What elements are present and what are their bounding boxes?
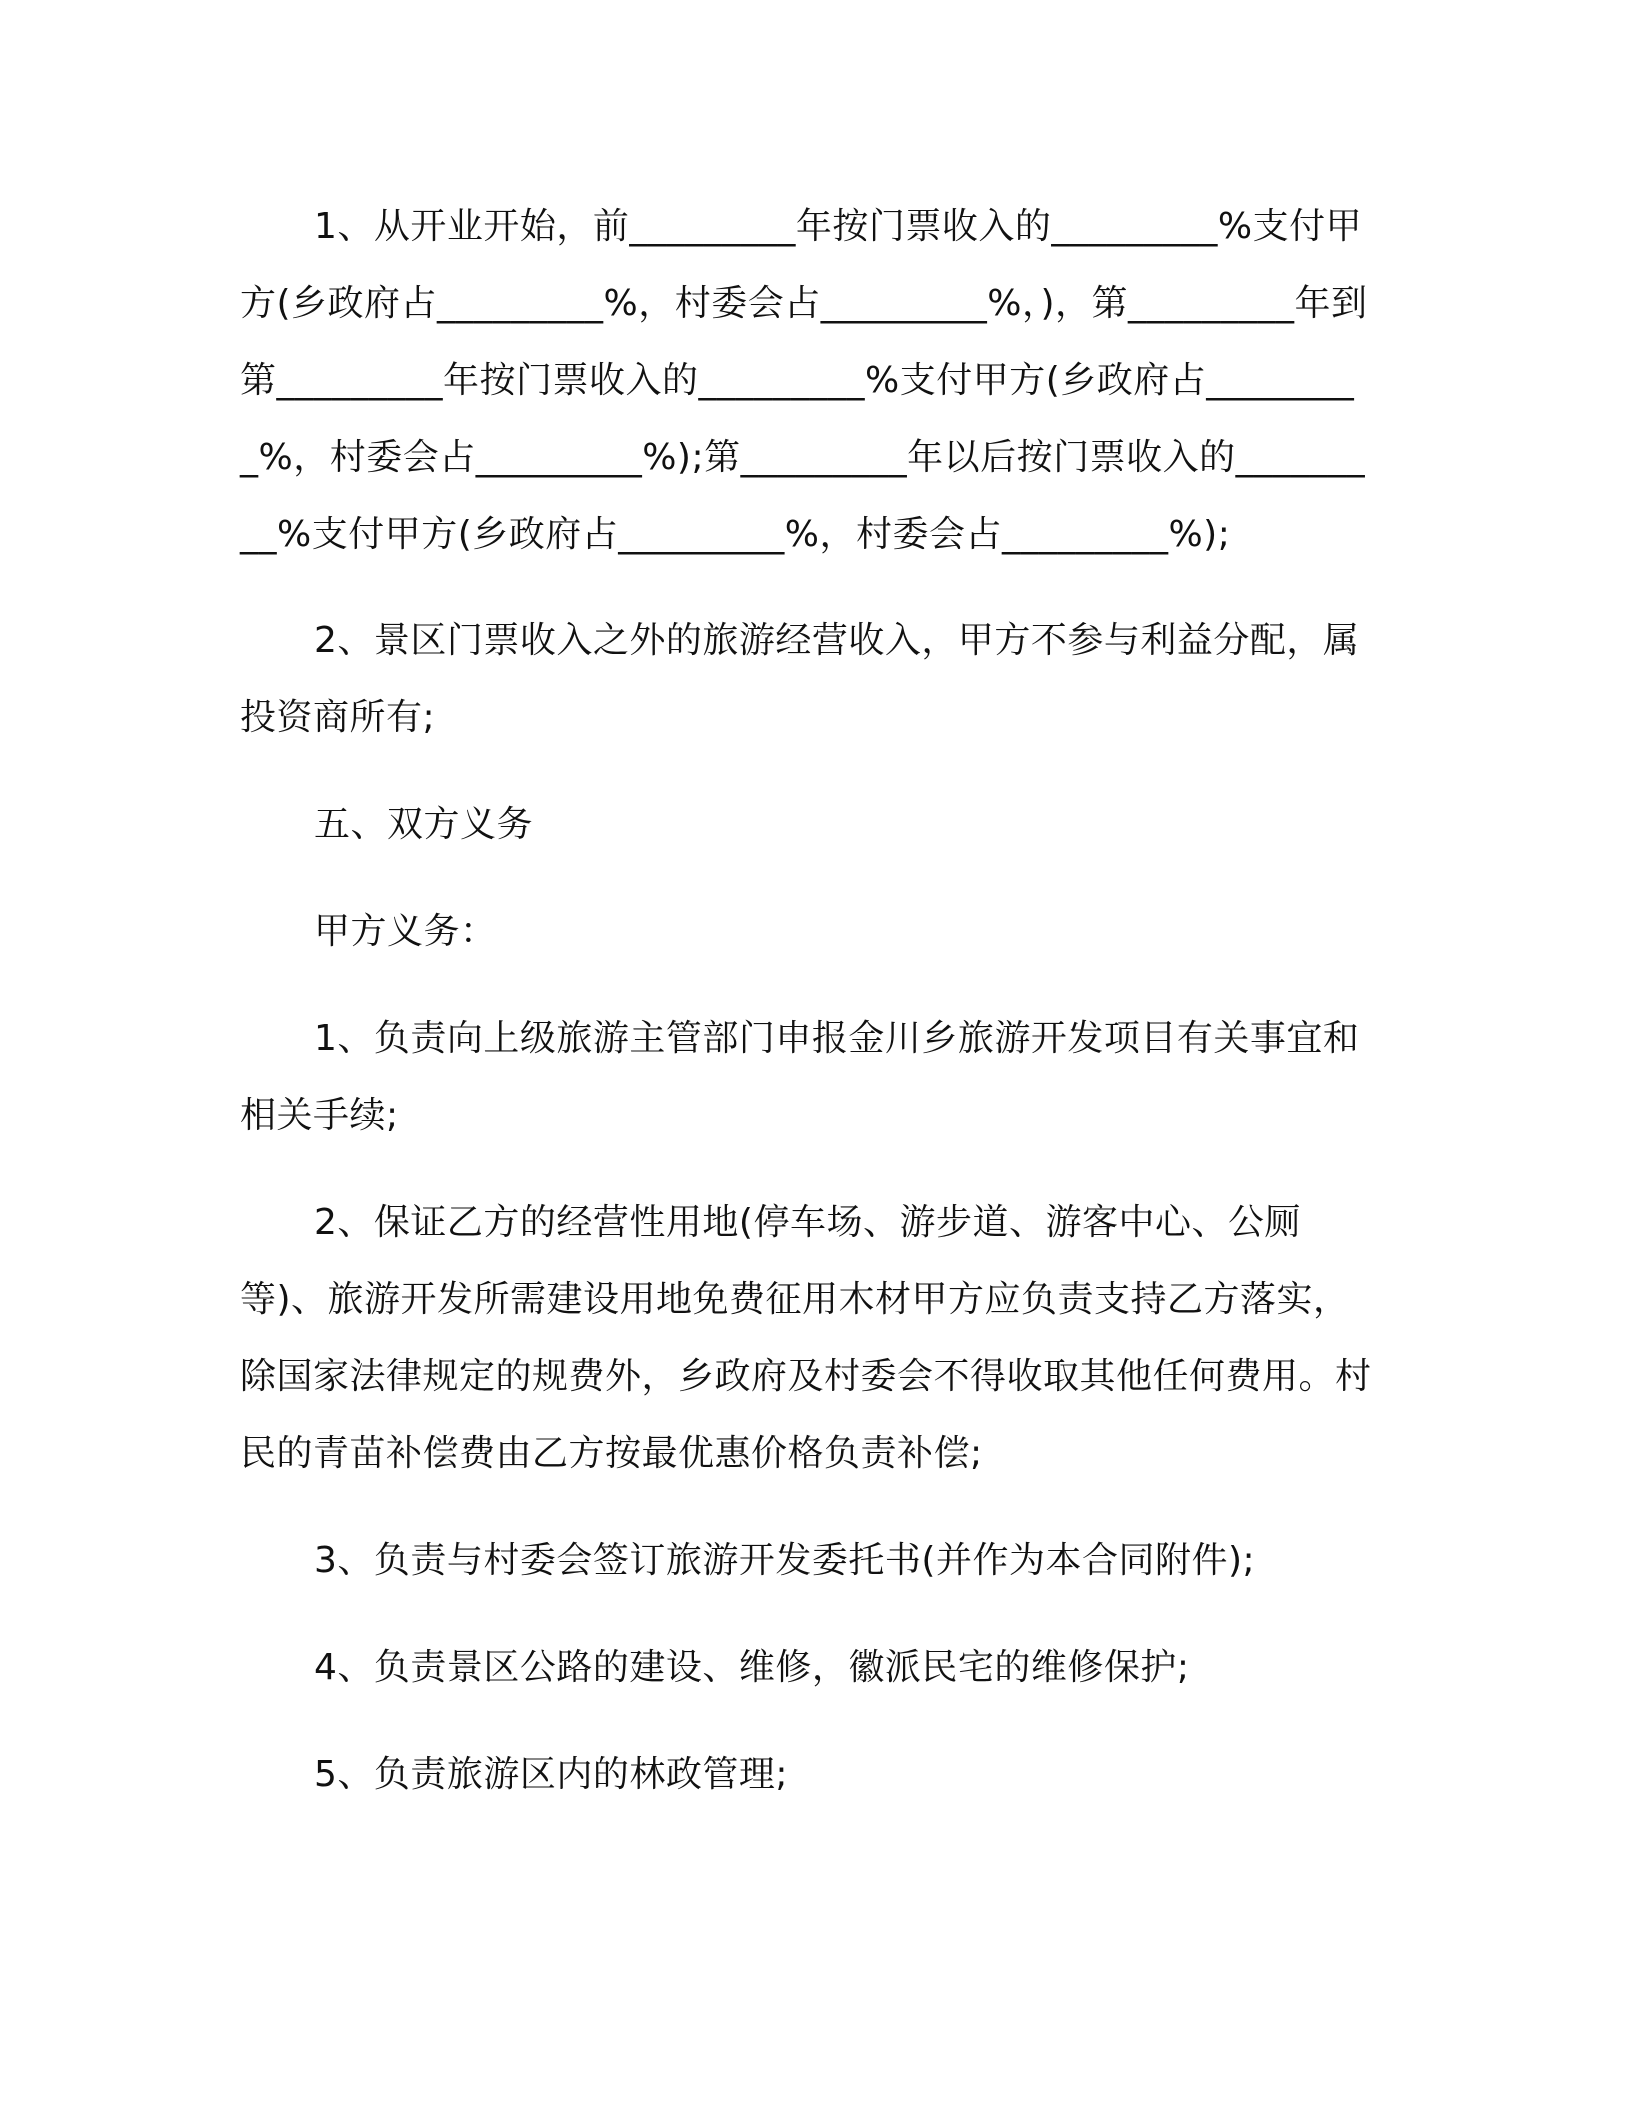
paragraph-obligation-5: 5、负责旅游区内的林政管理;	[314, 1754, 789, 1795]
section-heading-obligations: 五、双方义务	[314, 804, 534, 845]
document-page	[240, 188, 1380, 1813]
paragraph-revenue-split: 1、从开业开始，前_________年按门票收入的_________%支付甲方(乡政府占_________%，村委会占_________%，)，第_________年到第_________年按门票收入的_________%支付甲方(乡政府占_________%，村委会占_________%);第_________年以后按门票收入的_________%支付甲方(乡政府占_________%，村委会占_________%);	[240, 206, 1368, 555]
paragraph-obligation-1: 1、负责向上级旅游主管部门申报金川乡旅游开发项目有关事宜和相关手续;	[240, 1018, 1360, 1136]
paragraph-obligation-2: 2、保证乙方的经营性用地(停车场、游步道、游客中心、公厕等)、旅游开发所需建设用地免费征用木材甲方应负责支持乙方落实，除国家法律规定的规费外，乡政府及村委会不得收取其他任何费用。村民的青苗补偿费由乙方按最优惠价格负责补偿;	[240, 1202, 1372, 1474]
subheading-party-a-obligations: 甲方义务：	[314, 911, 497, 952]
paragraph-other-income: 2、景区门票收入之外的旅游经营收入，甲方不参与利益分配，属投资商所有;	[240, 620, 1360, 738]
paragraph-obligation-4: 4、负责景区公路的建设、维修，徽派民宅的维修保护;	[314, 1647, 1190, 1688]
paragraph-obligation-3: 3、负责与村委会签订旅游开发委托书(并作为本合同附件);	[314, 1540, 1256, 1581]
